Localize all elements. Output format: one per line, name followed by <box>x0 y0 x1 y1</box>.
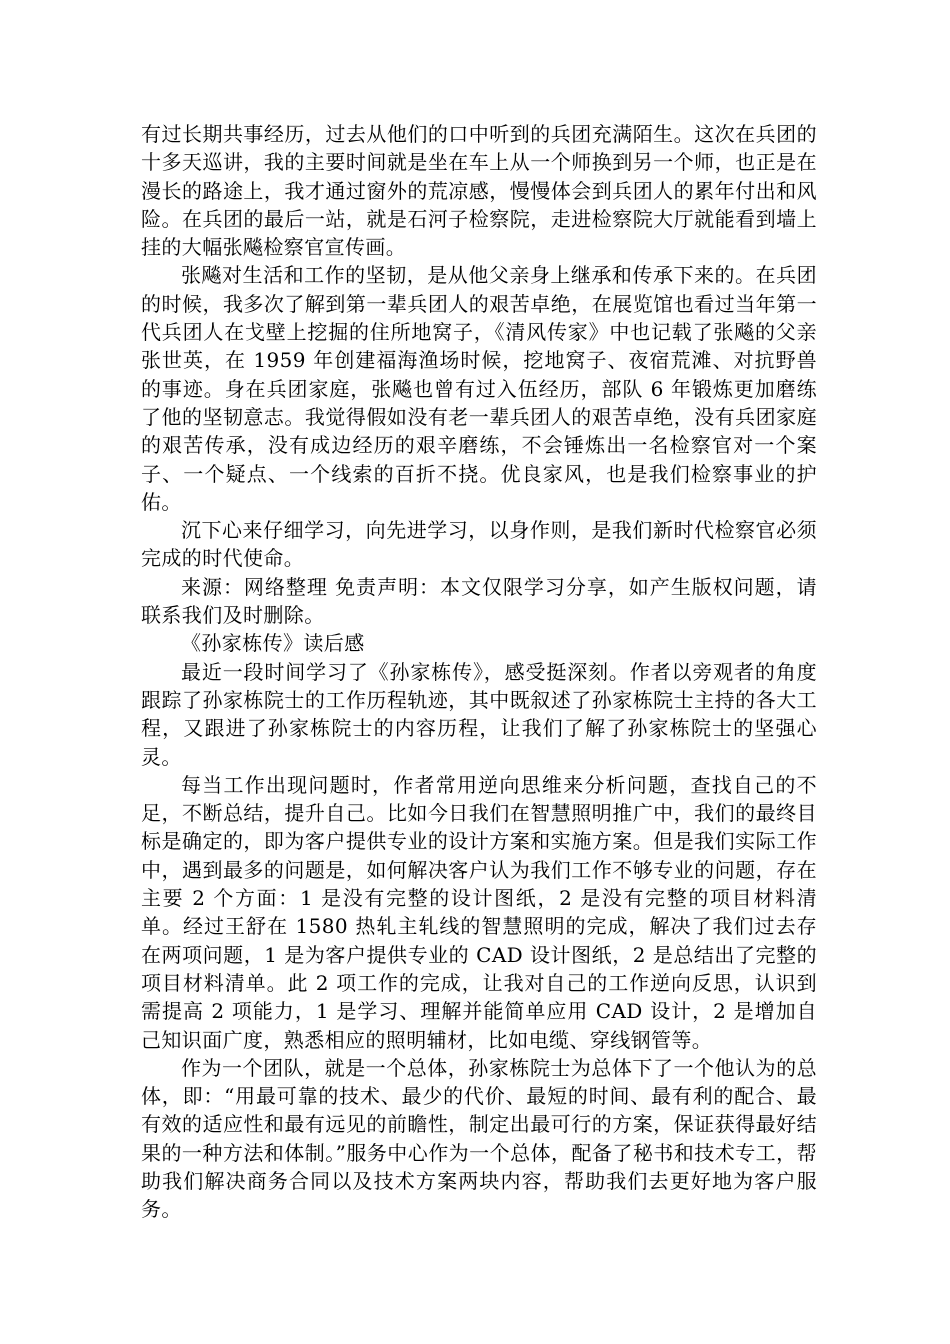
paragraph-2: 张飚对生活和工作的坚韧，是从他父亲身上继承和传承下来的。在兵团的时候，我多次了解到第一辈兵团人的艰苦卓绝，在展览馆也看过当年第一代兵团人在戈壁上挖掘的住所地窝子，《清风传家》中也记载了张飚的父亲张世英，在 1959 年创建福海渔场时候，挖地窝子、夜宿荒滩、对抗野兽的事迹。身在兵团家庭，张飚也曾有过入伍经历，部队 6 年锻炼更加磨练了他的坚韧意志。我觉得假如没有老一辈兵团人的艰苦卓绝，没有兵团家庭的艰苦传承，没有成边经历的艰辛磨练，不会锤炼出一名检察官对一个案子、一个疑点、一个线索的百折不挠。优良家风，也是我们检察事业的护佑。 <box>141 263 817 514</box>
paragraph-5: 每当工作出现问题时，作者常用逆向思维来分析问题，查找自己的不足，不断总结，提升自己。比如今日我们在智慧照明推广中，我们的最终目标是确定的，即为客户提供专业的设计方案和实施方案。但是我们实际工作中，遇到最多的问题是，如何解决客户认为我们工作不够专业的问题，存在主要 2 个方面：1 是没有完整的设计图纸，2 是没有完整的项目材料清单。经过王舒在 1580 热轧主轧线的智慧照明的完成，解决了我们过去存在两项问题，1 是为客户提供专业的 CAD 设计图纸，2 是总结出了完整的项目材料清单。此 2 项工作的完成，让我对自己的工作逆向反思，认识到需提高 2 项能力，1 是学习、理解并能简单应用 CAD 设计，2 是增加自己知识面广度，熟悉相应的照明辅材，比如电缆、穿线钢管等。 <box>141 772 817 1052</box>
source-disclaimer: 来源：网络整理 免责声明：本文仅限学习分享，如产生版权问题，请联系我们及时删除。 <box>141 574 817 628</box>
paragraph-1: 有过长期共事经历，过去从他们的口中听到的兵团充满陌生。这次在兵团的十多天巡讲，我的主要时间就是坐在车上从一个师换到另一个师，也正是在漫长的路途上，我才通过窗外的荒凉感，慢慢体会到兵团人的累年付出和风险。在兵团的最后一站，就是石河子检察院，走进检察院大厅就能看到墙上挂的大幅张飚检察官宣传画。 <box>141 122 817 260</box>
document-body <box>141 120 817 1224</box>
paragraph-6: 作为一个团队，就是一个总体，孙家栋院士为总体下了一个他认为的总体，即：“用最可靠的技术、最少的代价、最短的时间、最有利的配合、最有效的适应性和最有远见的前瞻性，制定出最可行的方案，保证获得最好结果的一种方法和体制。”服务中心作为一个总体，配备了秘书和技术专工，帮助我们解决商务合同以及技术方案两块内容，帮助我们去更好地为客户服务。 <box>141 1055 817 1222</box>
paragraph-4: 最近一段时间学习了《孙家栋传》，感受挺深刻。作者以旁观者的角度跟踪了孙家栋院士的工作历程轨迹，其中既叙述了孙家栋院士主持的各大工程，又跟进了孙家栋院士的内容历程，让我们了解了孙家栋院士的坚强心灵。 <box>141 659 817 769</box>
section-title: 《孙家栋传》读后感 <box>181 631 365 656</box>
paragraph-3: 沉下心来仔细学习，向先进学习，以身作则，是我们新时代检察官必须完成的时代使命。 <box>141 518 817 571</box>
